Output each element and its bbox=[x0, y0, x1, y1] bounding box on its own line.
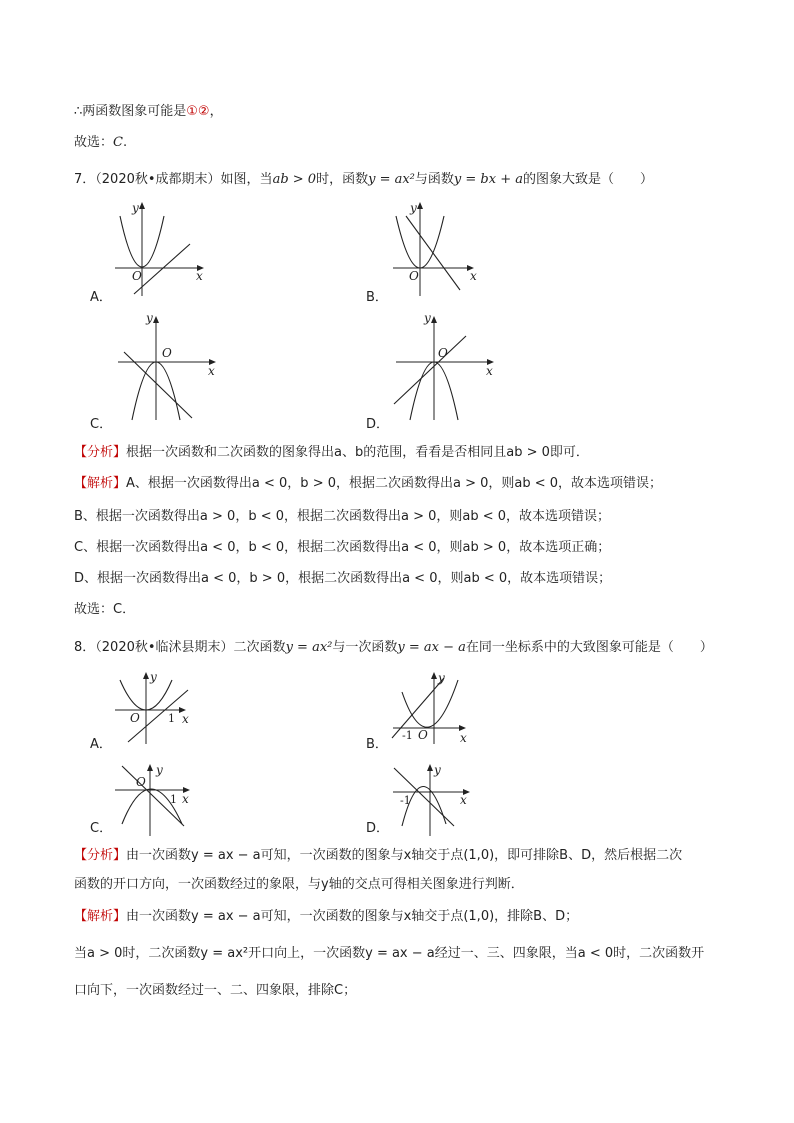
q8-option-a[interactable]: A． bbox=[90, 737, 112, 752]
y-axis-arrow bbox=[431, 672, 437, 679]
y-label: y bbox=[438, 671, 445, 685]
neg-one-label: -1 bbox=[402, 729, 413, 742]
answer-end: . bbox=[122, 135, 128, 150]
x-label: x bbox=[208, 364, 215, 378]
q7-option-b[interactable]: B． bbox=[366, 290, 388, 305]
x-label: x bbox=[196, 269, 203, 283]
prev-conclusion bbox=[74, 103, 223, 121]
q8-graph-d bbox=[388, 760, 478, 840]
q7-f2: y = bx + a bbox=[453, 172, 523, 187]
q8-text-c: 在同一坐标系中的大致图象可能是（ ） bbox=[465, 640, 713, 655]
q7-source: （2020秋•成都期末） bbox=[95, 172, 221, 187]
x-label: x bbox=[182, 792, 189, 806]
y-axis-arrow bbox=[143, 672, 149, 679]
y-axis-arrow bbox=[427, 764, 433, 771]
x-label: x bbox=[182, 712, 189, 726]
solution-line-1: 由一次函数y = ax − a可知，一次函数的图象与x轴交于点(1,0)，排除B、D； bbox=[126, 909, 579, 924]
q8-graph-c bbox=[110, 760, 200, 840]
q7-solution-line bbox=[74, 475, 662, 493]
conclusion-suffix: ， bbox=[209, 104, 223, 119]
q7-text-a: 如图，当 bbox=[220, 172, 273, 187]
q7-option-d[interactable]: D． bbox=[366, 417, 390, 432]
conclusion-prefix: ∴两函数图象可能是 bbox=[74, 104, 187, 119]
q7-option-c[interactable]: C． bbox=[90, 417, 113, 432]
y-label: y bbox=[132, 201, 139, 215]
q7-number: 7． bbox=[74, 172, 96, 187]
q8-solution-line-3: 口向下，一次函数经过一、二、四象限，排除C； bbox=[74, 983, 357, 998]
solution-tag: 【解析】 bbox=[74, 476, 127, 491]
origin-label: O bbox=[438, 346, 448, 360]
q7-text-c: 与函数 bbox=[414, 172, 454, 187]
solution-tag: 【解析】 bbox=[74, 909, 127, 924]
q8-option-d[interactable]: D． bbox=[366, 821, 390, 836]
analysis-tag: 【分析】 bbox=[74, 445, 127, 460]
one-label: 1 bbox=[170, 793, 177, 806]
q8-option-b[interactable]: B． bbox=[366, 737, 388, 752]
q7-f1: y = ax² bbox=[368, 172, 415, 187]
q8-option-c[interactable]: C． bbox=[90, 821, 113, 836]
origin-label: O bbox=[132, 269, 142, 283]
q7-stem bbox=[74, 171, 653, 189]
q8-source: （2020秋•临沭县期末） bbox=[95, 640, 234, 655]
origin-label: O bbox=[162, 346, 172, 360]
y-axis-arrow bbox=[139, 202, 145, 209]
q7-text-b: 时，函数 bbox=[316, 172, 369, 187]
q7-cond: ab > 0 bbox=[272, 172, 317, 187]
one-label: 1 bbox=[168, 712, 175, 725]
q8-f2: y = ax − a bbox=[397, 640, 466, 655]
y-label: y bbox=[156, 763, 163, 777]
solution-line-a: A、根据一次函数得出a < 0，b > 0，根据二次函数得出a > 0，则ab < 0，故本选项错误； bbox=[126, 476, 663, 491]
q8-number: 8． bbox=[74, 640, 96, 655]
y-axis-arrow bbox=[153, 316, 159, 323]
x-label: x bbox=[460, 731, 467, 745]
answer-label: 故选： bbox=[74, 135, 114, 150]
q7-graph-c bbox=[110, 308, 230, 423]
origin-label: O bbox=[136, 775, 146, 789]
q7-solution-line-d: D、根据一次函数得出a < 0，b > 0，根据二次函数得出a < 0，则ab < 0，故本选项错误； bbox=[74, 571, 612, 586]
neg-one-label: -1 bbox=[400, 794, 411, 807]
q7-text-d: 的图象大致是（ ） bbox=[522, 172, 653, 187]
q7-answer: 故选：C． bbox=[74, 602, 136, 617]
q7-graph-d bbox=[388, 308, 508, 423]
q8-stem bbox=[74, 639, 713, 657]
x-label: x bbox=[460, 793, 467, 807]
y-label: y bbox=[146, 311, 153, 325]
q7-graph-b bbox=[388, 198, 488, 298]
origin-label: O bbox=[409, 269, 419, 283]
conclusion-highlight: ①② bbox=[186, 104, 210, 119]
q7-solution-line-c: C、根据一次函数得出a < 0，b < 0，根据二次函数得出a < 0，则ab > 0，故本选项正确； bbox=[74, 540, 611, 555]
prev-answer bbox=[74, 134, 127, 152]
analysis-text: 根据一次函数和二次函数的图象得出a、b的范围，看看是否相同且ab > 0即可． bbox=[126, 445, 589, 460]
x-label: x bbox=[486, 364, 493, 378]
x-label: x bbox=[470, 269, 477, 283]
y-label: y bbox=[434, 763, 441, 777]
q7-solution-line-b: B、根据一次函数得出a > 0，b < 0，根据二次函数得出a > 0，则ab < 0，故本选项错误； bbox=[74, 509, 611, 524]
y-axis-arrow bbox=[147, 764, 153, 771]
q8-solution-line-2: 当a > 0时，二次函数y = ax²开口向上，一次函数y = ax − a经过一、三、四象限，当a < 0时，二次函数开 bbox=[74, 946, 705, 961]
y-label: y bbox=[410, 201, 417, 215]
answer-value: C bbox=[113, 135, 123, 150]
y-label: y bbox=[150, 670, 157, 684]
q8-text-a: 二次函数 bbox=[233, 640, 286, 655]
y-axis-arrow bbox=[431, 316, 437, 323]
q8-text-b: 与一次函数 bbox=[332, 640, 398, 655]
parabola bbox=[402, 680, 458, 727]
origin-label: O bbox=[418, 728, 428, 742]
q7-option-a[interactable]: A． bbox=[90, 290, 112, 305]
q8-analysis bbox=[74, 847, 682, 865]
q8-f1: y = ax² bbox=[285, 640, 333, 655]
y-axis-arrow bbox=[417, 202, 423, 209]
analysis-tag: 【分析】 bbox=[74, 848, 127, 863]
analysis-line-1: 由一次函数y = ax − a可知，一次函数的图象与x轴交于点(1,0)，即可排除B、D，然后根据二次 bbox=[126, 848, 683, 863]
y-label: y bbox=[424, 311, 431, 325]
q8-graph-a bbox=[110, 668, 200, 748]
q8-analysis-line-2: 函数的开口方向，一次函数经过的象限，与y轴的交点可得相关图象进行判断． bbox=[74, 877, 524, 892]
origin-label: O bbox=[130, 711, 140, 725]
q7-analysis bbox=[74, 444, 589, 462]
q7-graph-a bbox=[110, 198, 210, 298]
q8-solution bbox=[74, 908, 578, 926]
line-graph bbox=[394, 336, 466, 404]
q8-graph-b bbox=[388, 668, 478, 748]
